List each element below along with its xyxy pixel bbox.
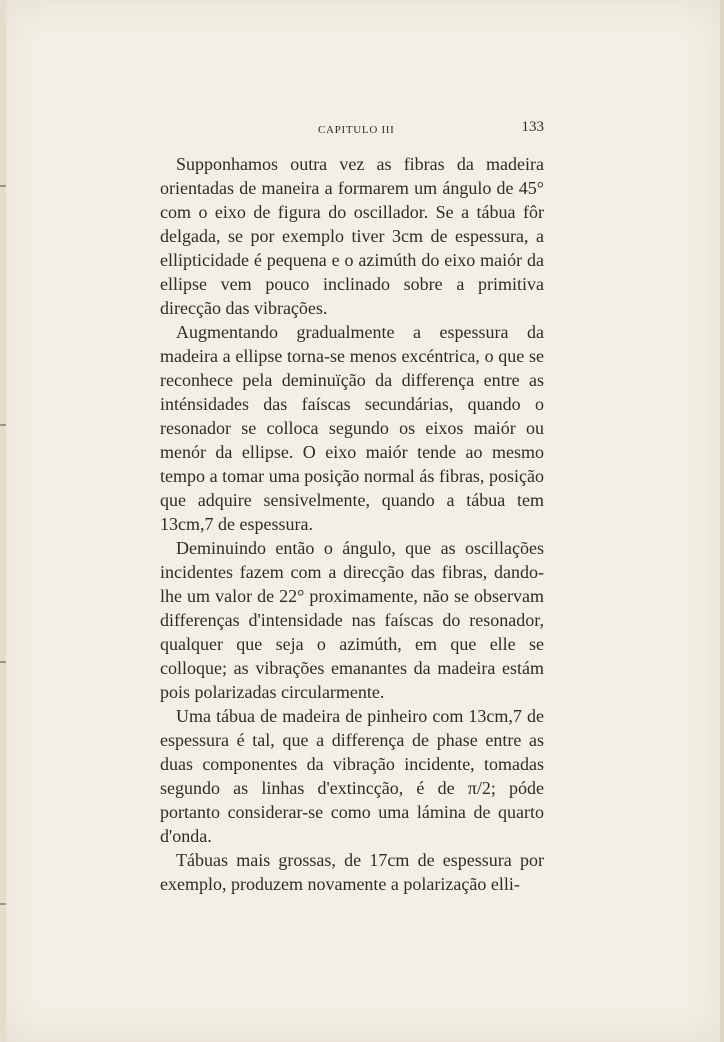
edge-mark [0,424,6,426]
page-left-edge [0,0,6,1042]
page-number: 133 [521,119,544,135]
paragraph: Deminuindo então o ángulo, que as oscillações incidentes fazem com a direcção das fibras, dando-lhe um valor de 22° proximamente, não se observam differenças d'intensidade nas faíscas do resonador, qualquer que seja o azimúth, em que elle se colloque; as vibrações emanantes da madeira estám pois polarizadas circularmente. [160,538,544,702]
paragraph: Tábuas mais grossas, de 17cm de espessura por exemplo, produzem novamente a polarização elli- [160,850,544,894]
paragraph: Uma tábua de madeira de pinheiro com 13cm,7 de espessura é tal, que a differença de phase entre as duas componentes da vibração incidente, tomadas segundo as linhas d'extincção, é de π/2; póde portanto considerar-se como uma lámina de quarto d'onda. [160,706,544,846]
page-header [160,118,544,142]
paragraph: Supponhamos outra vez as fibras da madeira orientadas de maneira a formarem um ángulo de 45° com o eixo de figura do oscillador. Se a tábua fôr delgada, se por exemplo tiver 3cm de espessura, a ellipticidade é pequena e o azimúth do eixo maiór da ellipse vem pouco inclinado sobre a primitiva direcção das vibrações. [160,154,544,318]
paragraph: Augmentando gradualmente a espessura da madeira a ellipse torna-se menos excéntrica, o que se reconhece pela deminuïção da differença entre as inténsidades das faíscas secundárias, quando o resonador se colloca segundo os eixos maiór ou menór da ellipse. O eixo maiór tende ao mesmo tempo a tomar uma posição normal ás fibras, posição que adquire sensivelmente, quando a tábua tem 13cm,7 de espessura. [160,322,544,534]
body-text [160,152,544,896]
edge-mark [0,661,6,663]
page-right-edge [720,0,724,1042]
edge-mark [0,185,6,187]
running-head: CAPITULO III [318,124,395,136]
edge-mark [0,903,6,905]
